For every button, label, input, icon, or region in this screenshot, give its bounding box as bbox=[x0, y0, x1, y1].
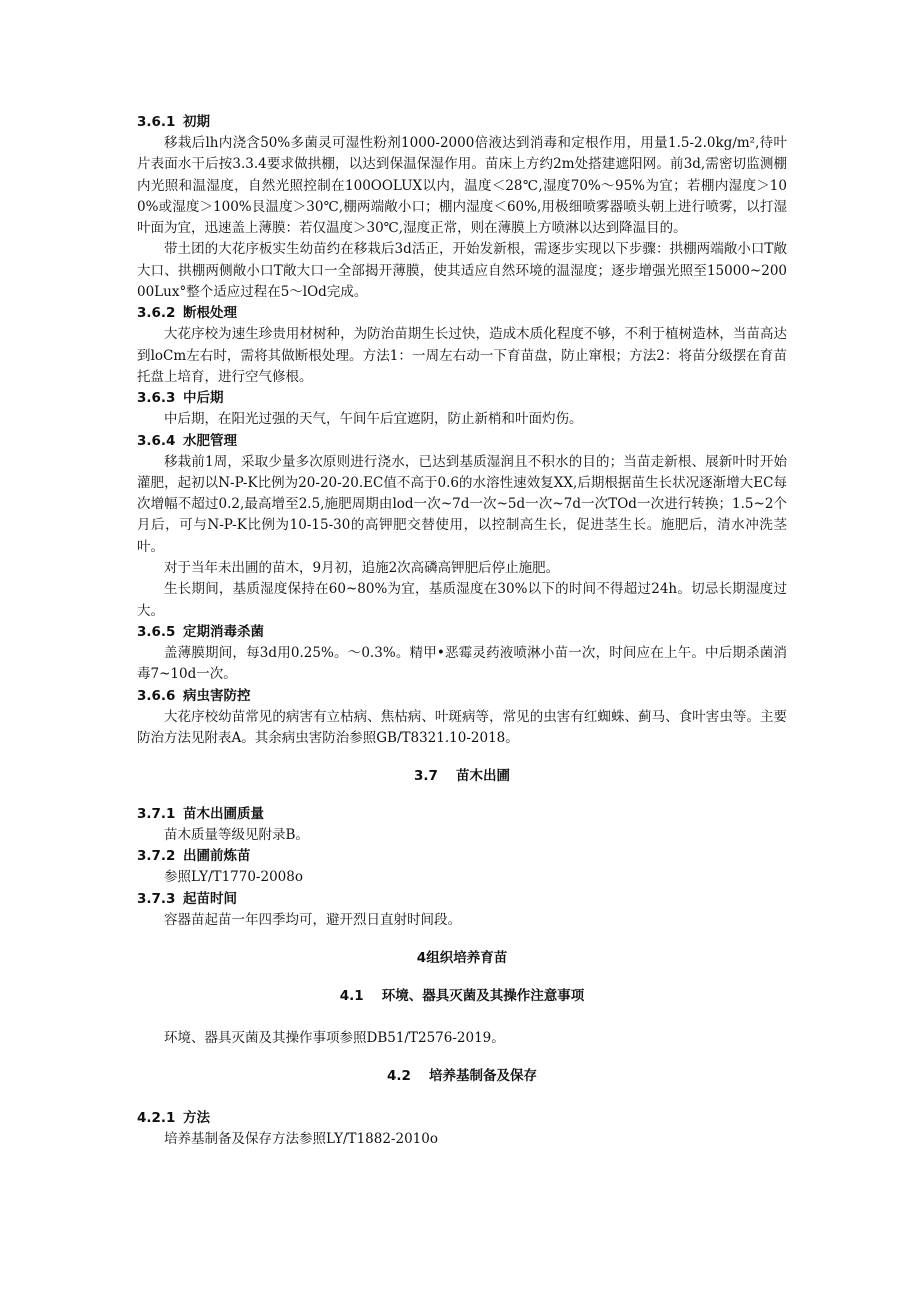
paragraph-3-6-5: 盖薄膜期间，每3d用0.25%。～0.3%。精甲•恶霉灵药液喷淋小苗一次，时间应在上午。中后期杀菌消毒7~10d一次。 bbox=[137, 644, 787, 683]
section-title: 初期 bbox=[183, 114, 210, 130]
section-title: 断根处理 bbox=[183, 305, 237, 322]
section-number: 3.6.1 bbox=[137, 114, 176, 130]
heading-3-7 bbox=[137, 766, 787, 787]
section-number: 4.2.1 bbox=[137, 1110, 176, 1127]
heading-3-7-1 bbox=[137, 804, 787, 825]
section-title: 苗木出圃质量 bbox=[183, 806, 264, 823]
section-title: 定期消毒杀菌 bbox=[183, 623, 264, 640]
document-page bbox=[137, 112, 787, 1151]
heading-4-2-1 bbox=[137, 1108, 787, 1129]
section-title: 病虫害防控 bbox=[183, 687, 251, 704]
heading-3-7-3 bbox=[137, 889, 787, 910]
section-number: 3.7.3 bbox=[137, 890, 176, 907]
paragraph-3-6-3: 中后期，在阳光过强的天气，午间午后宜遮阴，防止新梢和叶面灼伤。 bbox=[164, 411, 583, 428]
section-number: 3.7.2 bbox=[137, 848, 176, 865]
paragraph-3-6-4-b: 对于当年未出圃的苗木，9月初，追施2次高磷高钾肥后停止施肥。 bbox=[164, 560, 560, 577]
section-title: 起苗时间 bbox=[183, 890, 237, 907]
heading-3-7-2 bbox=[137, 846, 787, 867]
section-title: 苗木出圃 bbox=[455, 768, 510, 785]
paragraph-4-1: 环境、器具灭菌及其操作事项参照DB51/T2576-2019。 bbox=[164, 1030, 505, 1047]
section-number: 4.1 bbox=[339, 988, 364, 1005]
section-number: 3.7 bbox=[414, 768, 438, 785]
paragraph-4-2-1: 培养基制备及保存方法参照LY/T1882-2010o bbox=[164, 1131, 438, 1148]
section-title: 4组织培养育苗 bbox=[416, 950, 508, 967]
section-number: 3.6.6 bbox=[137, 687, 176, 704]
section-number: 3.6.3 bbox=[137, 390, 176, 407]
heading-3-6-4 bbox=[137, 431, 787, 452]
heading-3-6-5 bbox=[137, 622, 787, 643]
heading-3-6-3 bbox=[137, 388, 787, 409]
heading-4-1 bbox=[137, 986, 787, 1007]
paragraph-3-6-4-a: 移栽前1周，采取少量多次原则进行浇水，已达到基质湿润且不积水的目的；当苗走新根、展新叶时开始灌肥，起初以N-P-K比例为20-20-20.EC值不高于0.6的水溶性速效复XX,后期根据苗生长状况逐渐增大EC每次增幅不超过0.2,最高增至2.5,施肥周期由lod一次~7d一次~5d一次~7d一次TOd一次进行转换；1.5~2个月后，可与N-P-K比例为10-15-30的高钾肥交替使用，以控制高生长，促进茎生长。施肥后，清水冲洗茎叶。 bbox=[137, 453, 787, 555]
section-title: 方法 bbox=[183, 1110, 210, 1127]
section-title: 出圃前炼苗 bbox=[183, 848, 251, 865]
section-number: 4.2 bbox=[387, 1068, 411, 1085]
paragraph-3-6-1-b: 带土团的大花序板实生幼苗约在移栽后3d活正，开始发新根，需逐步实现以下步骤：拱棚两端敞小口T敞大口、拱棚两侧敞小口T敞大口一全部揭开薄膜，使其适应自然环境的温湿度；逐步增强光照至15000~20000Lux°整个适应过程在5～lOd完成。 bbox=[137, 241, 787, 301]
paragraph-3-7-1: 苗木质量等级见附录B。 bbox=[164, 827, 309, 844]
section-number: 3.6.5 bbox=[137, 623, 176, 640]
section-number: 3.7.1 bbox=[137, 806, 176, 823]
section-title: 水肥管理 bbox=[183, 432, 237, 449]
paragraph-3-6-4-c: 生长期间，基质湿度保持在60~80%为宜，基质湿度在30%以下的时间不得超过24h。切忌长期湿度过大。 bbox=[137, 581, 787, 619]
paragraph-3-7-2: 参照LY/T1770-2008o bbox=[164, 869, 303, 886]
section-title: 环境、器具灭菌及其操作注意事项 bbox=[381, 988, 585, 1005]
heading-4-2 bbox=[137, 1066, 787, 1087]
section-title: 中后期 bbox=[183, 390, 224, 407]
section-number: 3.6.4 bbox=[137, 432, 176, 449]
paragraph-3-6-1-a: 移栽后lh内浇含50%多菌灵可湿性粉剂1000-2000倍液达到消毒和定根作用，用量1.5-2.0kg∕m²,待叶片表面水干后按3.3.4要求做拱棚，以达到保温保湿作用。苗床上方约2m处搭建遮阳网。前3d,需密切监测棚内光照和温湿度，自然光照控制在100OOLUX以内，温度＜28℃,湿度70%～95%为宜；若棚内湿度＞100%或湿度＞100%艮温度＞30℃,棚两端敞小口；棚内湿度＜60%,用极细喷雾器喷头朝上进行喷雾，以打湿叶面为宜，迅速盖上薄膜：若仅温度＞30℃,湿度正常，则在薄膜上方喷淋以达到降温目的。 bbox=[137, 135, 787, 237]
section-number: 3.6.2 bbox=[137, 305, 176, 322]
heading-3-6-6 bbox=[137, 686, 787, 707]
section-title: 培养基制备及保存 bbox=[428, 1068, 537, 1085]
paragraph-3-6-6: 大花序校幼苗常见的病害有立枯病、焦枯病、叶斑病等，常见的虫害有红蜘蛛、蓟马、食叶害虫等。主要防治方法见附表A。其余病虫害防治参照GB/T8321.10-2018。 bbox=[137, 708, 787, 746]
heading-4 bbox=[137, 948, 787, 969]
paragraph-3-7-3: 容器苗起苗一年四季均可，避开烈日直射时间段。 bbox=[164, 911, 461, 928]
heading-3-6-1 bbox=[137, 112, 787, 133]
heading-3-6-2 bbox=[137, 303, 787, 324]
paragraph-3-6-2: 大花序校为速生珍贵用材树种，为防治苗期生长过快，造成木质化程度不够，不利于植树造林，当苗高达到loCm左右时，需将其做断根处理。方法1：一周左右动一下育苗盘，防止窜根；方法2：将苗分级摆在育苗托盘上培育，进行空气修根。 bbox=[137, 326, 787, 385]
